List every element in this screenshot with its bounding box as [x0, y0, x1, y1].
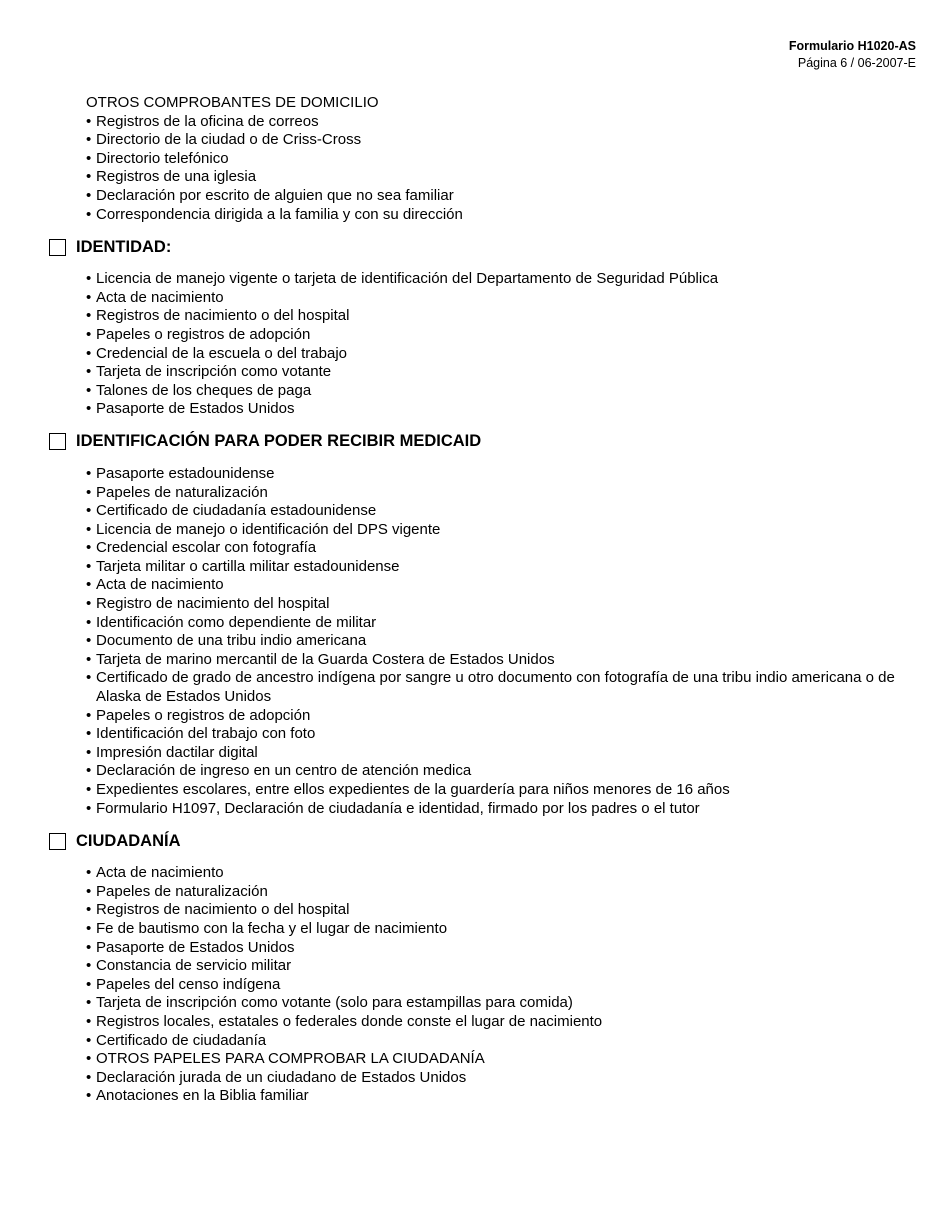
list-item: • Licencia de manejo vigente o tarjeta de identificación del Departamento de Seguridad Pública: [96, 270, 914, 289]
list-item: • Declaración jurada de un ciudadano de Estados Unidos: [96, 1069, 914, 1088]
list-item: • Directorio telefónico: [96, 150, 914, 169]
list-item: • Documento de una tribu indio americana: [96, 632, 914, 651]
list-item: • Acta de nacimiento: [96, 576, 914, 595]
list-item: • Acta de nacimiento: [96, 864, 914, 883]
list-item: • Pasaporte de Estados Unidos: [96, 939, 914, 958]
form-id: Formulario H1020-AS: [788, 39, 916, 53]
form-header: [789, 38, 916, 72]
section-medicaid: [49, 431, 950, 453]
page-info: Página 6 / 06-2007-E: [797, 56, 916, 70]
domicilio-title: OTROS COMPROBANTES DE DOMICILIO: [86, 94, 379, 111]
list-item: • Constancia de servicio militar: [96, 957, 914, 976]
ciudadania-checkbox[interactable]: [49, 833, 66, 850]
section-identidad: [49, 236, 950, 258]
ciudadania-list: [0, 864, 950, 1106]
list-item: • Registros de la oficina de correos: [96, 113, 914, 132]
list-item: • Tarjeta militar o cartilla militar estadounidense: [96, 558, 914, 577]
list-item: • Credencial escolar con fotografía: [96, 539, 914, 558]
section-ciudadania: [49, 830, 950, 852]
list-item: • Credencial de la escuela o del trabajo: [96, 345, 914, 364]
medicaid-checkbox[interactable]: [49, 433, 66, 450]
list-item: • Registros de nacimiento o del hospital: [96, 901, 914, 920]
identidad-checkbox[interactable]: [49, 239, 66, 256]
list-item: • Tarjeta de inscripción como votante: [96, 363, 914, 382]
list-item: • Fe de bautismo con la fecha y el lugar de nacimiento: [96, 920, 914, 939]
list-item: • Certificado de ciudadanía estadounidense: [96, 502, 914, 521]
identidad-title: IDENTIDAD:: [76, 237, 172, 256]
list-item: • Declaración de ingreso en un centro de atención medica: [96, 762, 914, 781]
list-item: • Tarjeta de marino mercantil de la Guarda Costera de Estados Unidos: [96, 651, 914, 670]
medicaid-title: IDENTIFICACIÓN PARA PODER RECIBIR MEDICAID: [76, 432, 482, 451]
list-item: • Formulario H1097, Declaración de ciudadanía e identidad, firmado por los padres o el tutor: [96, 800, 914, 819]
list-item: • Papeles del censo indígena: [96, 976, 914, 995]
list-item: • Licencia de manejo o identificación del DPS vigente: [96, 521, 914, 540]
list-item: • Directorio de la ciudad o de Criss-Cross: [96, 131, 914, 150]
list-item: • Papeles de naturalización: [96, 484, 914, 503]
list-item: • Identificación del trabajo con foto: [96, 725, 914, 744]
medicaid-list: [0, 465, 950, 818]
list-item: • Registros de una iglesia: [96, 168, 914, 187]
list-item: • Papeles o registros de adopción: [96, 326, 914, 345]
list-item: • OTROS PAPELES PARA COMPROBAR LA CIUDADANÍA: [96, 1050, 914, 1069]
list-item: • Identificación como dependiente de militar: [96, 614, 914, 633]
list-item: • Anotaciones en la Biblia familiar: [96, 1087, 914, 1106]
list-item: • Certificado de grado de ancestro indígena por sangre u otro documento con fotografía de una tribu indio americana o de Alaska de Estados Unidos: [96, 669, 914, 706]
list-item: • Acta de nacimiento: [96, 289, 914, 308]
list-item: • Tarjeta de inscripción como votante (solo para estampillas para comida): [96, 994, 914, 1013]
list-item: • Pasaporte de Estados Unidos: [96, 400, 914, 419]
list-item: • Registro de nacimiento del hospital: [96, 595, 914, 614]
list-item: • Papeles de naturalización: [96, 883, 914, 902]
ciudadania-title: CIUDADANÍA: [76, 831, 181, 850]
list-item: • Registros de nacimiento o del hospital: [96, 307, 914, 326]
domicilio-list: [0, 113, 950, 225]
list-item: • Certificado de ciudadanía: [96, 1032, 914, 1051]
list-item: • Impresión dactilar digital: [96, 744, 914, 763]
list-item: • Expedientes escolares, entre ellos expedientes de la guardería para niños menores de 16 años: [96, 781, 914, 800]
list-item: • Papeles o registros de adopción: [96, 707, 914, 726]
list-item: • Declaración por escrito de alguien que no sea familiar: [96, 187, 914, 206]
identidad-list: [0, 270, 950, 419]
list-item: • Pasaporte estadounidense: [96, 465, 914, 484]
list-item: • Talones de los cheques de paga: [96, 382, 914, 401]
list-item: • Correspondencia dirigida a la familia y con su dirección: [96, 206, 914, 225]
list-item: • Registros locales, estatales o federales donde conste el lugar de nacimiento: [96, 1013, 914, 1032]
page-content: [0, 94, 950, 1106]
